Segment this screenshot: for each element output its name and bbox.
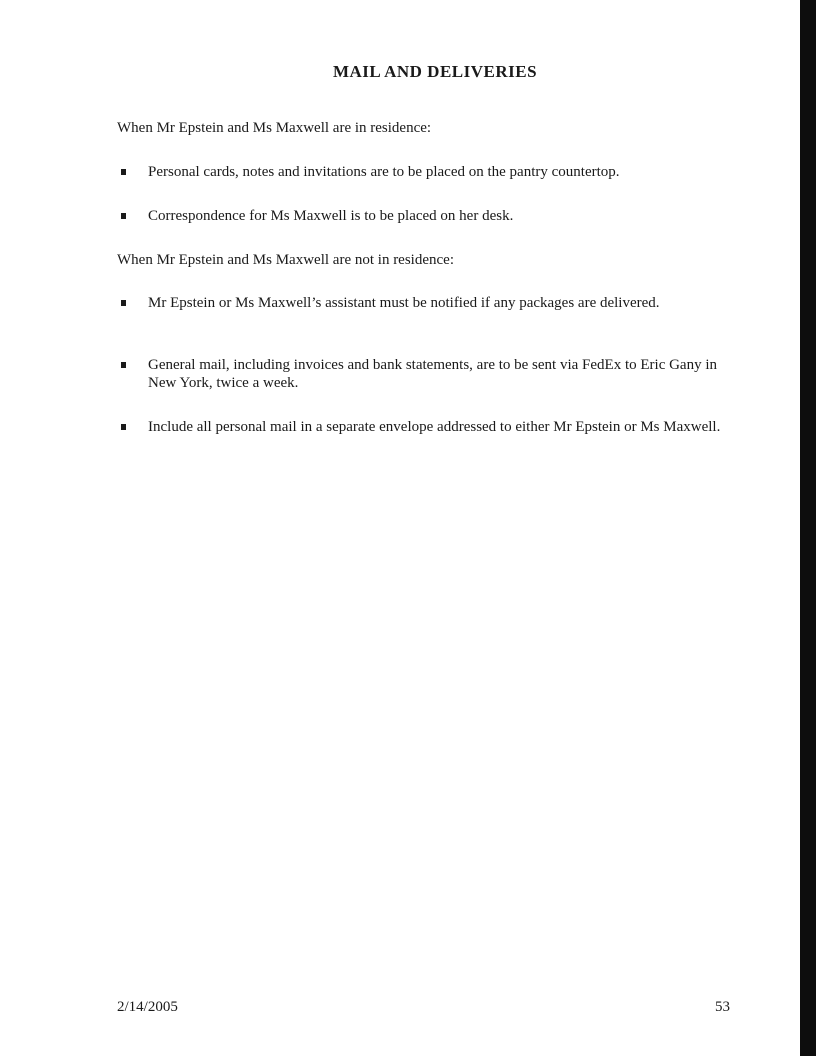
- bullet-icon: [121, 300, 126, 306]
- list-item-text: General mail, including invoices and bank statements, are to be sent via FedEx to Eric Gany in New York, twice a week.: [148, 357, 718, 391]
- footer-date: 2/14/2005: [117, 999, 178, 1015]
- list-item-text: Correspondence for Ms Maxwell is to be placed on her desk.: [148, 208, 514, 224]
- scan-edge-bar: [800, 0, 816, 1056]
- bullet-icon: [121, 213, 126, 219]
- bullet-icon: [121, 169, 126, 175]
- list-item: [148, 163, 728, 181]
- list-item: [148, 418, 723, 436]
- list-item-text: Personal cards, notes and invitations are to be placed on the pantry countertop.: [148, 164, 620, 180]
- list-item-text: Mr Epstein or Ms Maxwell’s assistant must be notified if any packages are delivered.: [148, 295, 660, 311]
- list-item: [148, 294, 668, 312]
- bullet-icon: [121, 362, 126, 368]
- page-title: MAIL AND DELIVERIES: [332, 62, 538, 81]
- list-item: [148, 207, 728, 225]
- list-item-text: Include all personal mail in a separate envelope addressed to either Mr Epstein or Ms Maxwell.: [148, 419, 721, 435]
- page-number: 53: [715, 999, 730, 1015]
- section-intro: When Mr Epstein and Ms Maxwell are in residence:: [117, 120, 432, 136]
- section-intro: When Mr Epstein and Ms Maxwell are not in residence:: [117, 252, 454, 268]
- list-item: [148, 356, 723, 392]
- bullet-icon: [121, 424, 126, 430]
